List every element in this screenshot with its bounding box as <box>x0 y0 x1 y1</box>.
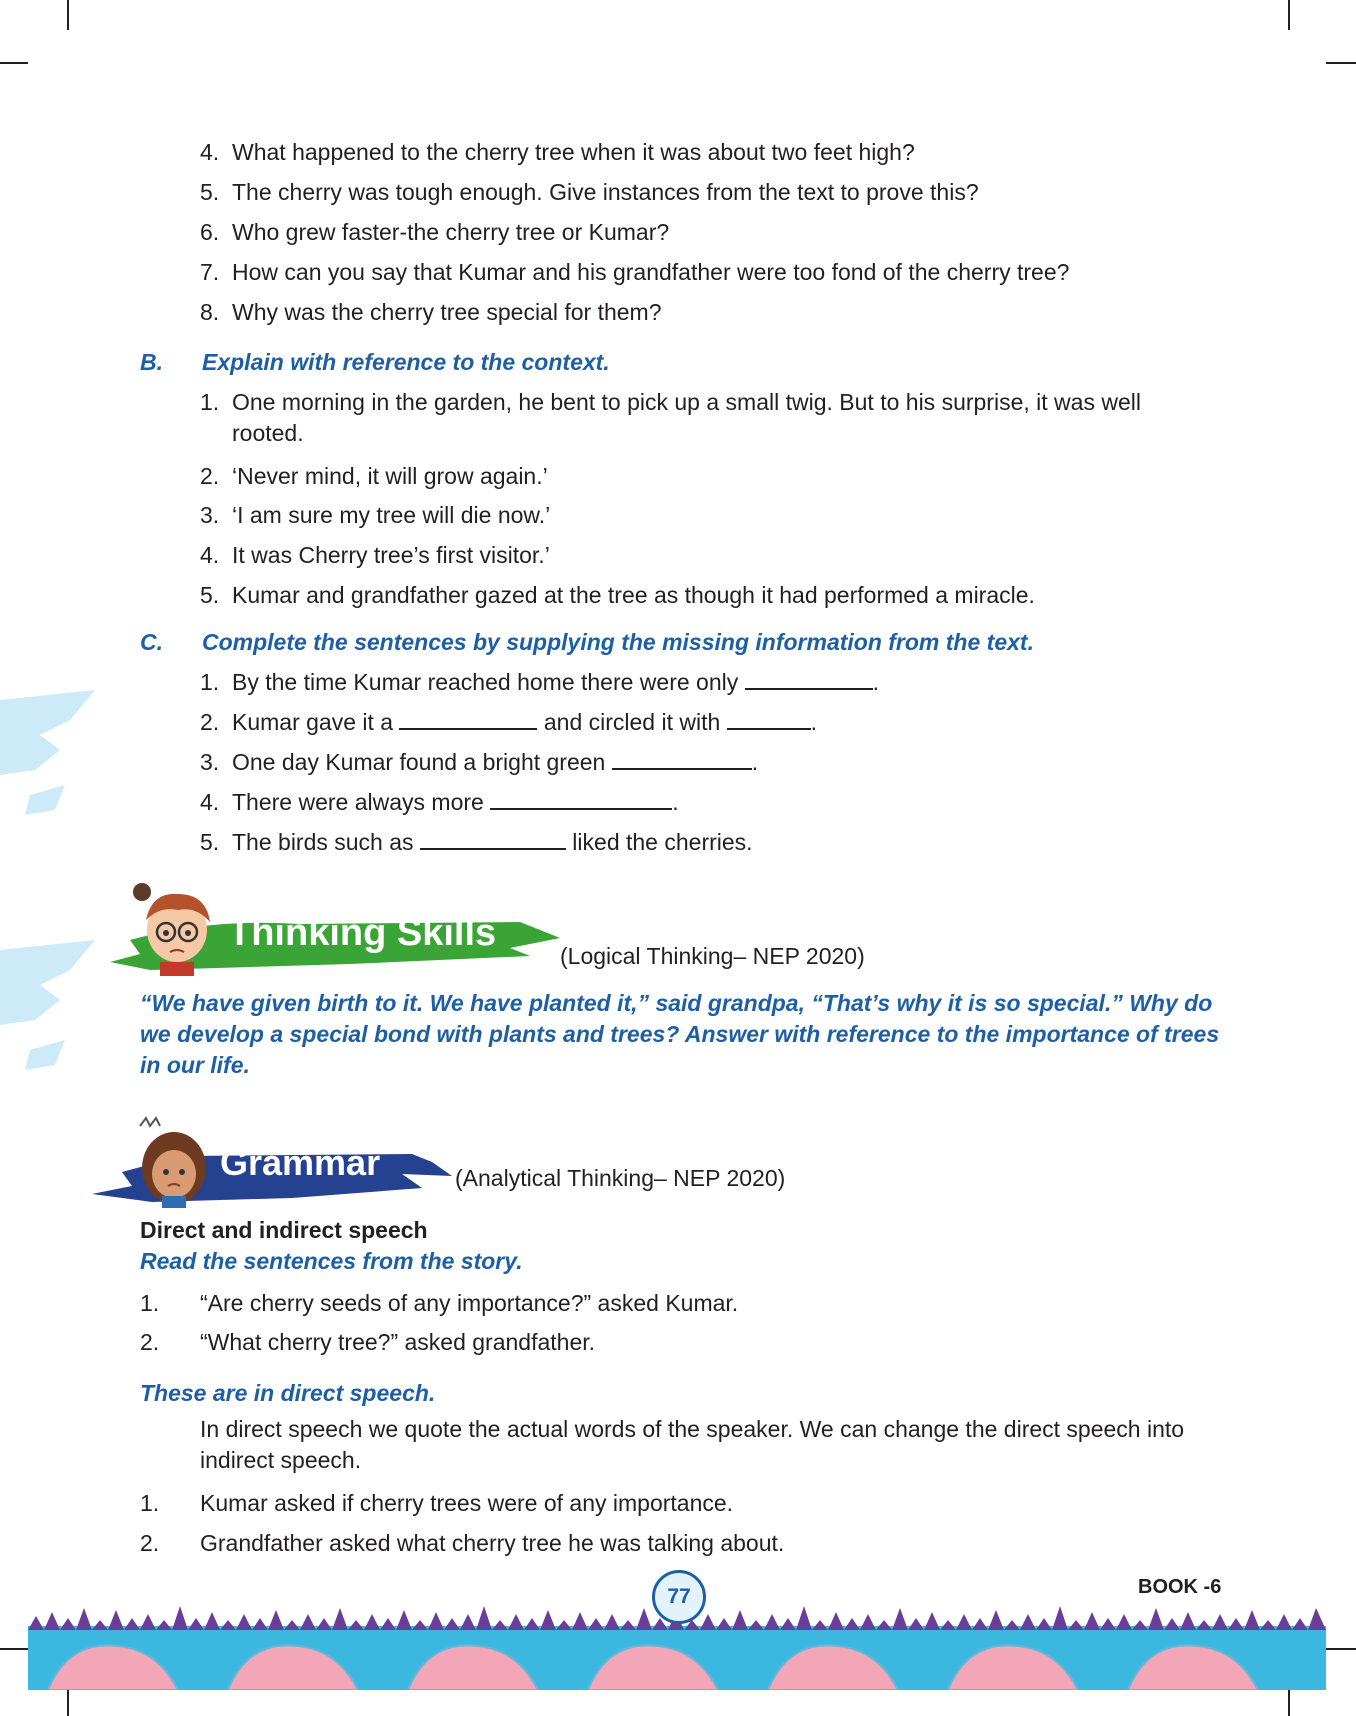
boy-avatar-icon <box>132 880 222 976</box>
crop-mark <box>1288 1686 1290 1716</box>
crop-mark <box>67 1686 69 1716</box>
question-item: 5. The cherry was tough enough. Give instances from the text to prove this? <box>200 179 979 205</box>
section-b-heading: B. Explain with reference to the context. <box>140 349 610 375</box>
fill-blank-item: 3. One day Kumar found a bright green . <box>200 749 759 775</box>
blank-line <box>727 710 811 730</box>
fill-blank-item: 4. There were always more . <box>200 789 679 815</box>
crop-mark <box>67 0 69 30</box>
question-item: 6. Who grew faster-the cherry tree or Kumar? <box>200 219 670 245</box>
girl-avatar-icon <box>132 1116 212 1208</box>
crop-mark <box>1326 62 1356 64</box>
crop-mark <box>1326 1648 1356 1650</box>
direct-speech-label: These are in direct speech. <box>140 1380 436 1406</box>
thinking-skills-banner <box>90 878 560 988</box>
direct-speech-item: 1. “Are cherry seeds of any importance?” asked Kumar. <box>140 1290 739 1316</box>
fill-blank-item: 5. The birds such as liked the cherries. <box>200 829 753 855</box>
question-item: 7. How can you say that Kumar and his grandfather were too fond of the cherry tree? <box>200 259 1070 285</box>
section-c-heading: C. Complete the sentences by supplying the missing information from the text. <box>140 629 1034 655</box>
grammar-subtitle: (Analytical Thinking– NEP 2020) <box>455 1165 786 1191</box>
page-number: 77 <box>652 1570 706 1624</box>
thinking-skills-subtitle: (Logical Thinking– NEP 2020) <box>560 943 865 969</box>
blank-line <box>420 830 566 850</box>
question-item: 2. ‘Never mind, it will grow again.’ <box>200 463 548 489</box>
grammar-explanation: In direct speech we quote the actual words of the speaker. We can change the direct speech into indirect speech. <box>200 1416 1185 1473</box>
fill-blank-item: 1. By the time Kumar reached home there were only . <box>200 669 880 695</box>
crop-mark <box>0 1648 28 1650</box>
grammar-banner <box>92 1116 452 1216</box>
question-item: 5. Kumar and grandfather gazed at the tree as though it had performed a miracle. <box>200 582 1035 608</box>
blank-line <box>490 790 672 810</box>
question-item: 3. ‘I am sure my tree will die now.’ <box>200 502 551 528</box>
indirect-speech-item: 1. Kumar asked if cherry trees were of any importance. <box>140 1490 734 1516</box>
blank-line <box>612 750 752 770</box>
question-item: 4. What happened to the cherry tree when it was about two feet high? <box>200 139 915 165</box>
direct-speech-item: 2. “What cherry tree?” asked grandfather. <box>140 1329 596 1355</box>
blank-line <box>399 710 537 730</box>
crop-mark <box>1288 0 1290 30</box>
question-item: 8. Why was the cherry tree special for them? <box>200 299 662 325</box>
grammar-title: Grammar <box>220 1142 381 1183</box>
grammar-instruction: Read the sentences from the story. <box>140 1248 523 1274</box>
grammar-topic: Direct and indirect speech <box>140 1217 428 1243</box>
question-item: 1. One morning in the garden, he bent to pick up a small twig. But to his surprise, it was well rooted. <box>200 389 1141 446</box>
thinking-skills-title: Thinking Skills <box>228 912 497 954</box>
indirect-speech-item: 2. Grandfather asked what cherry tree he was talking about. <box>140 1530 785 1556</box>
book-label: BOOK -6 <box>1138 1576 1222 1598</box>
question-item: 4. It was Cherry tree’s first visitor.’ <box>200 542 550 568</box>
thinking-question: “We have given birth to it. We have planted it,” said grandpa, “That’s why it is so special.” Why do we develop a special bond with plants and trees? Answer with reference to the importance of trees in our life. <box>140 990 1220 1078</box>
fill-blank-item: 2. Kumar gave it a and circled it with . <box>200 709 818 735</box>
blank-line <box>745 670 873 690</box>
crop-mark <box>0 62 28 64</box>
